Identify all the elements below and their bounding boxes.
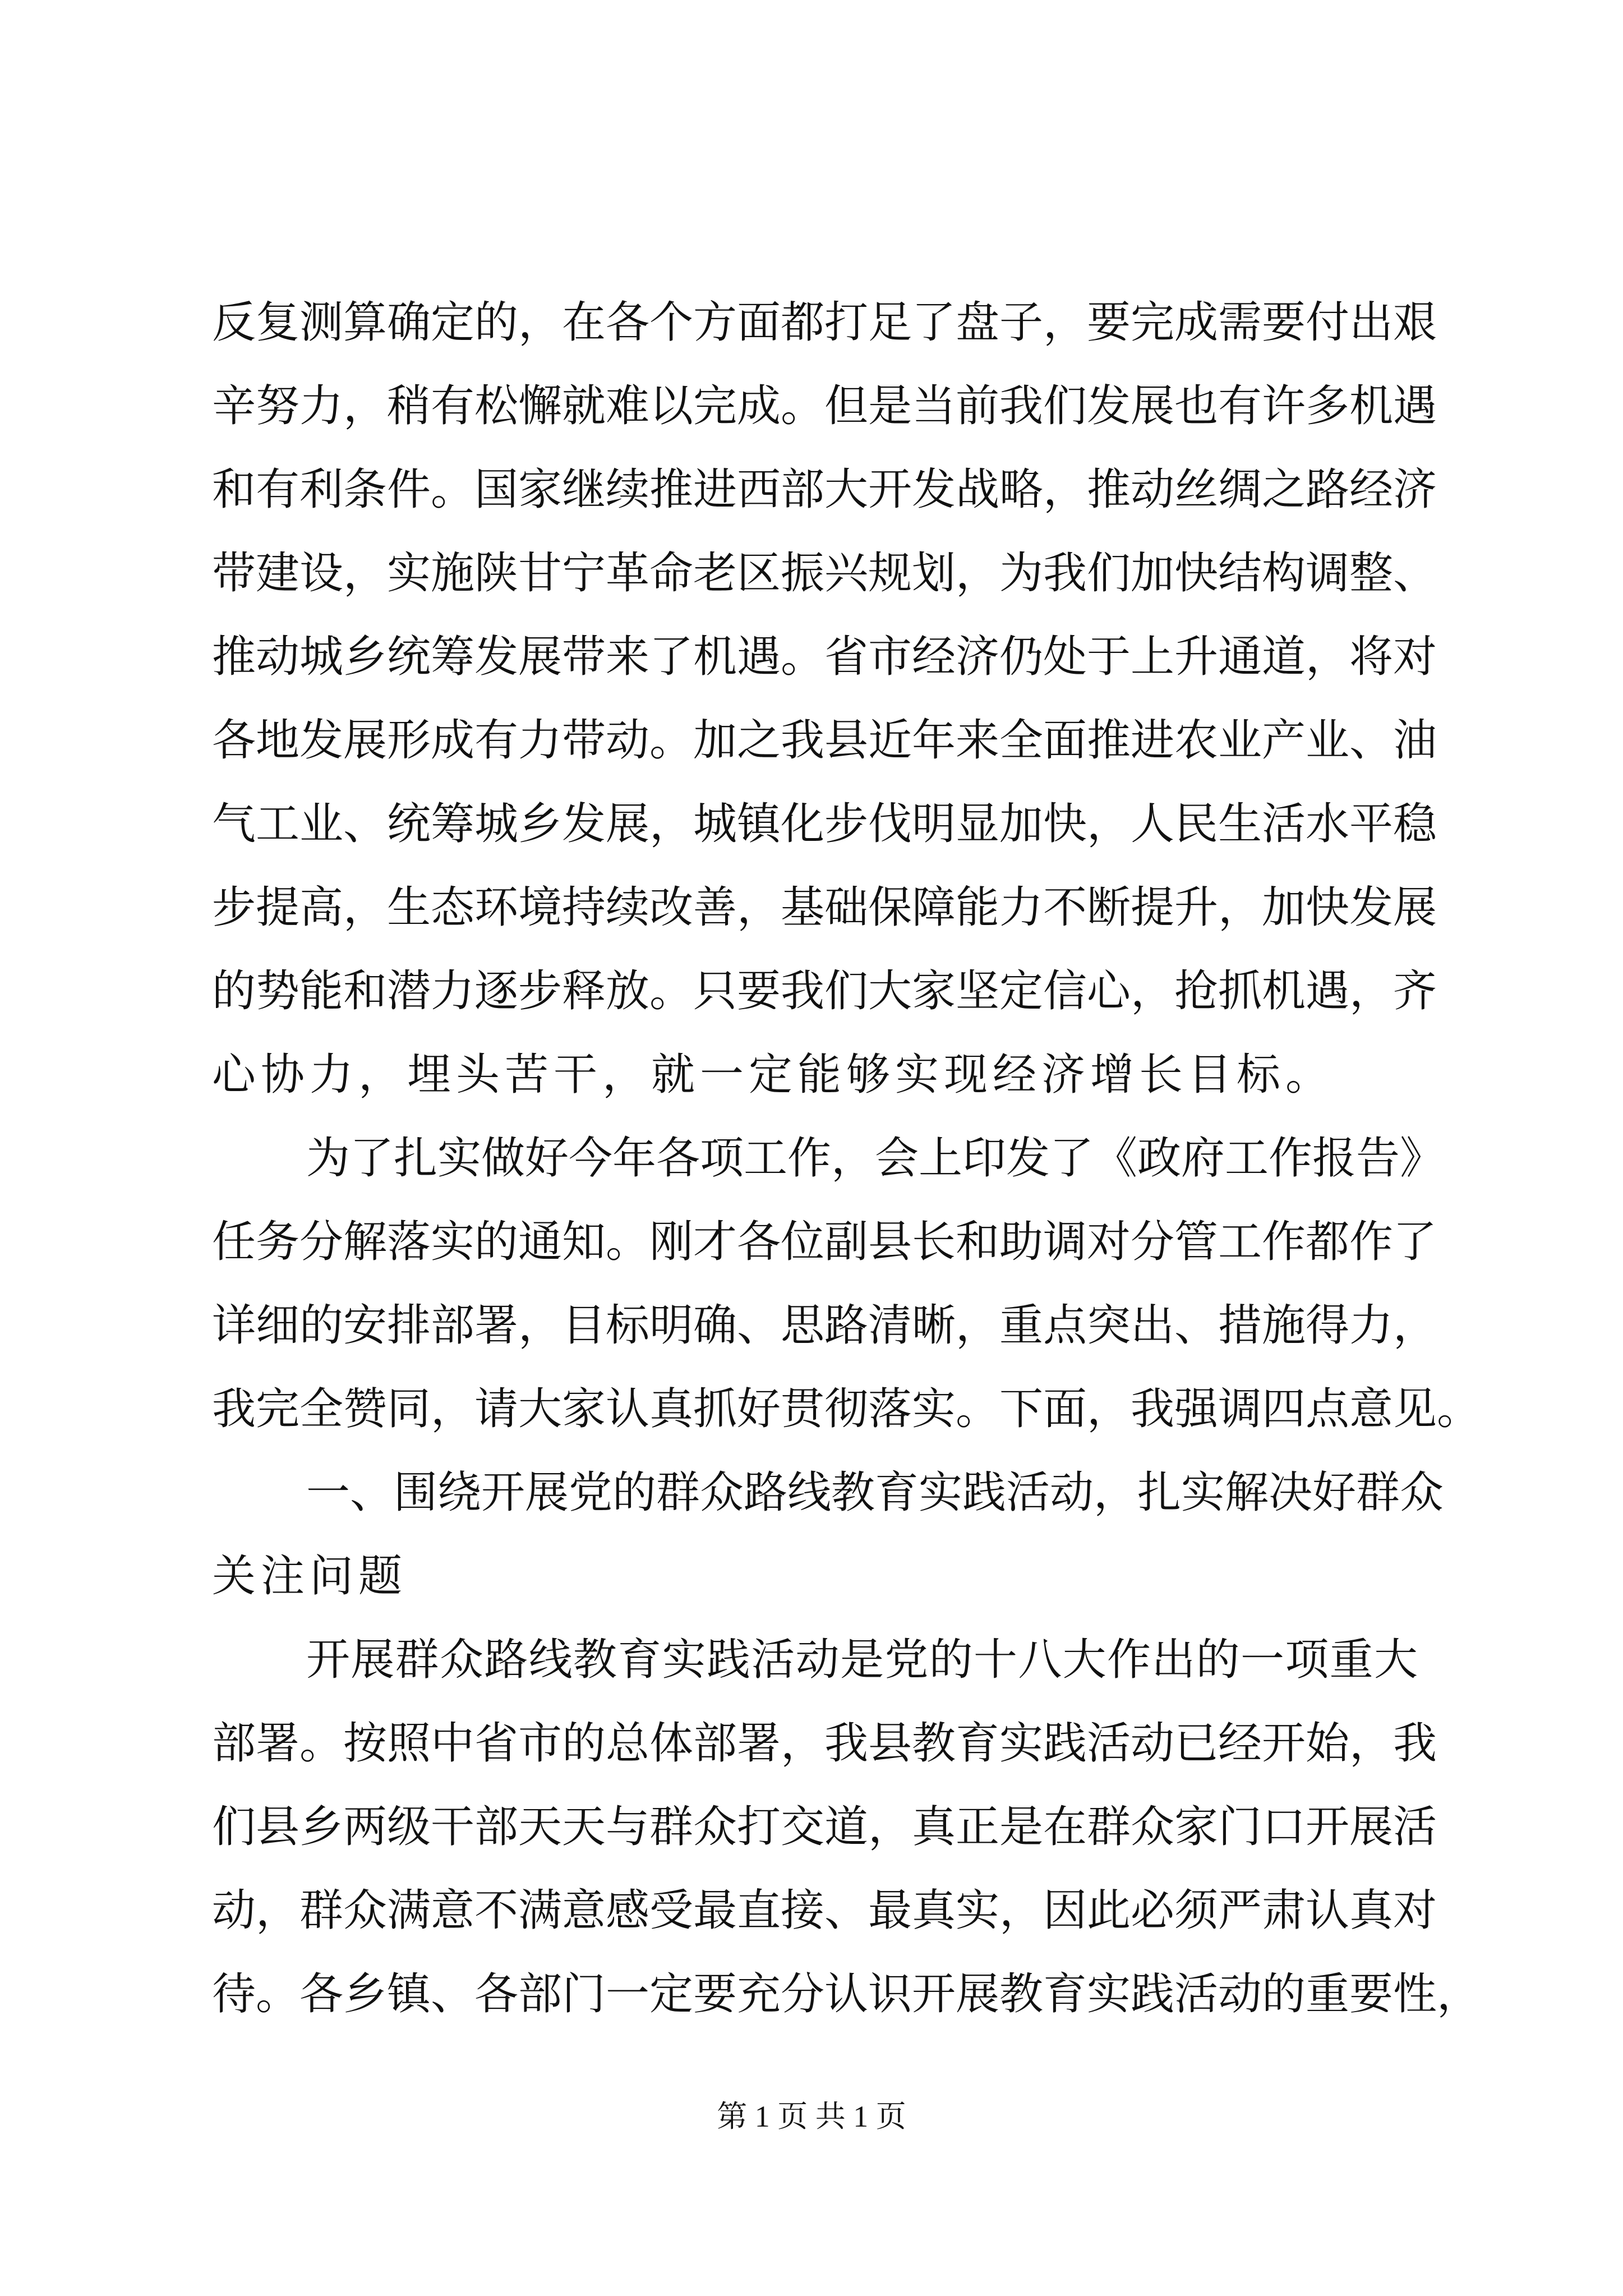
- paragraph-first-line: 为了扎实做好今年各项工作，会上印发了《政府工作报告》: [306, 1133, 1444, 1184]
- text-line: 动，群众满意不满意感受最直接、最真实，因此必须严肃认真对: [212, 1885, 1437, 1936]
- text-line: 反复测算确定的，在各个方面都打足了盘子，要完成需要付出艰: [212, 297, 1437, 348]
- text-line: 心协力，埋头苦干，就一定能够实现经济增长目标。: [212, 1050, 1335, 1100]
- text-line: 任务分解落实的通知。刚才各位副县长和助调对分管工作都作了: [212, 1217, 1437, 1267]
- text-line: 推动城乡统筹发展带来了机遇。省市经济仍处于上升通道，将对: [212, 632, 1437, 682]
- text-line: 我完全赞同，请大家认真抓好贯彻落实。下面，我强调四点意见。: [212, 1384, 1481, 1434]
- text-line: 待。各乡镇、各部门一定要充分认识开展教育实践活动的重要性，: [212, 1969, 1481, 2019]
- text-line: 带建设，实施陕甘宁革命老区振兴规划，为我们加快结构调整、: [212, 548, 1437, 599]
- text-line: 各地发展形成有力带动。加之我县近年来全面推进农业产业、油: [212, 715, 1437, 766]
- section-heading-line: 一、围绕开展党的群众路线教育实践活动，扎实解决好群众: [306, 1467, 1444, 1518]
- paragraph-first-line: 开展群众路线教育实践活动是党的十八大作出的一项重大: [306, 1635, 1418, 1685]
- text-line: 详细的安排部署，目标明确、思路清晰，重点突出、措施得力，: [212, 1300, 1437, 1351]
- text-line: 部署。按照中省市的总体部署，我县教育实践活动已经开始，我: [212, 1718, 1437, 1769]
- page-number-footer: 第 1 页 共 1 页: [717, 2100, 906, 2133]
- section-heading-line: 关注问题: [212, 1551, 408, 1602]
- text-line: 步提高，生态环境持续改善，基础保障能力不断提升，加快发展: [212, 882, 1437, 933]
- text-line: 辛努力，稍有松懈就难以完成。但是当前我们发展也有许多机遇: [212, 381, 1437, 431]
- text-line: 和有利条件。国家继续推进西部大开发战略，推动丝绸之路经济: [212, 464, 1437, 515]
- text-line: 气工业、统筹城乡发展，城镇化步伐明显加快，人民生活水平稳: [212, 799, 1437, 849]
- text-line: 们县乡两级干部天天与群众打交道，真正是在群众家门口开展活: [212, 1802, 1437, 1852]
- text-line: 的势能和潜力逐步释放。只要我们大家坚定信心，抢抓机遇，齐: [212, 966, 1437, 1016]
